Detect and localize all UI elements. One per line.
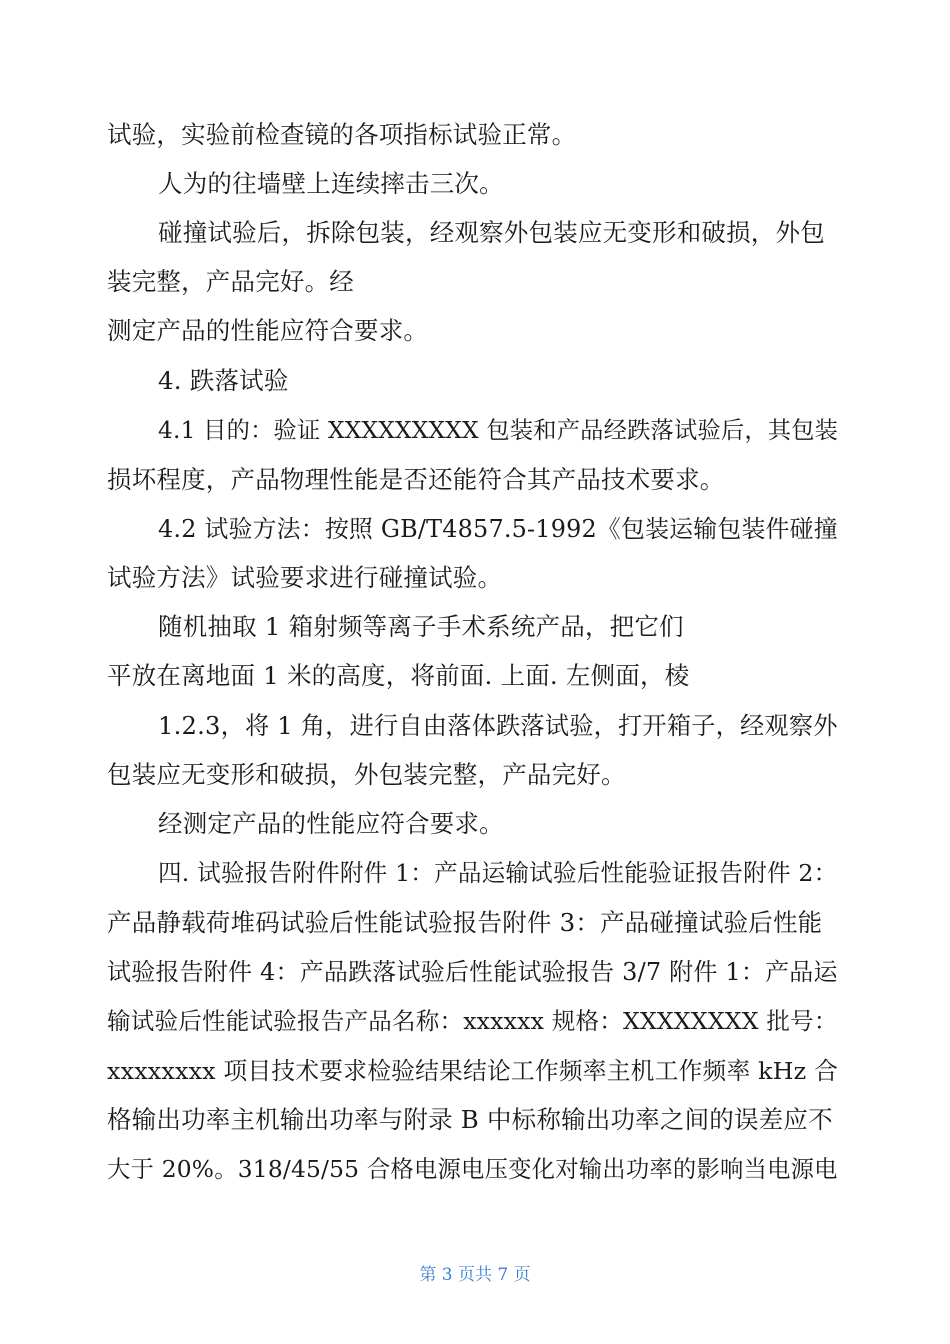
paragraph-line: 损坏程度，产品物理性能是否还能符合其产品技术要求。 (107, 465, 725, 494)
paragraph-line: 试验，实验前检查镜的各项指标试验正常。 (107, 120, 577, 149)
paragraph-line: 4.1 目的：验证 XXXXXXXXX 包装和产品经跌落试验后，其包装 (158, 417, 839, 444)
paragraph-line: 格输出功率主机输出功率与附录 B 中标称输出功率之间的误差应不 (107, 1105, 833, 1134)
paragraph-line: 四. 试验报告附件附件 1：产品运输试验后性能验证报告附件 2： (158, 859, 838, 887)
paragraph-line: 产品静载荷堆码试验后性能试验报告附件 3：产品碰撞试验后性能 (107, 908, 823, 937)
paragraph-line: 包装应无变形和破损，外包装完整，产品完好。 (107, 760, 626, 789)
paragraph-line: 输试验后性能试验报告产品名称：xxxxxx 规格：XXXXXXXX 批号： (107, 1007, 838, 1035)
paragraph-line: 平放在离地面 1 米的高度，将前面. 上面. 左侧面，棱 (107, 661, 690, 690)
paragraph-line: 试验方法》试验要求进行碰撞试验。 (107, 563, 503, 592)
paragraph-line: 装完整，产品完好。经 (107, 267, 354, 296)
section-heading: 4. 跌落试验 (158, 366, 289, 395)
page-number-footer: 第 3 页共 7 页 (419, 1265, 531, 1285)
paragraph-line: 测定产品的性能应符合要求。 (107, 316, 429, 345)
paragraph-line: 经测定产品的性能应符合要求。 (158, 809, 504, 838)
paragraph-line: 1.2.3，将 1 角，进行自由落体跌落试验，打开箱子，经观察外 (158, 712, 838, 740)
paragraph-line: 碰撞试验后，拆除包装，经观察外包装应无变形和破损，外包 (158, 218, 825, 247)
paragraph-line: 大于 20%。318/45/55 合格电源电压变化对输出功率的影响当电源电 (107, 1155, 838, 1183)
paragraph-line: 4.2 试验方法：按照 GB/T4857.5-1992《包装运输包装件碰撞 (158, 515, 838, 543)
paragraph-line: 随机抽取 1 箱射频等离子手术系统产品，把它们 (158, 612, 684, 641)
paragraph-line: 人为的往墙壁上连续摔击三次。 (158, 169, 504, 198)
paragraph-line: 试验报告附件 4：产品跌落试验后性能试验报告 3/7 附件 1：产品运 (107, 958, 838, 986)
paragraph-line: xxxxxxxx 项目技术要求检验结果结论工作频率主机工作频率 kHz 合 (107, 1057, 839, 1085)
